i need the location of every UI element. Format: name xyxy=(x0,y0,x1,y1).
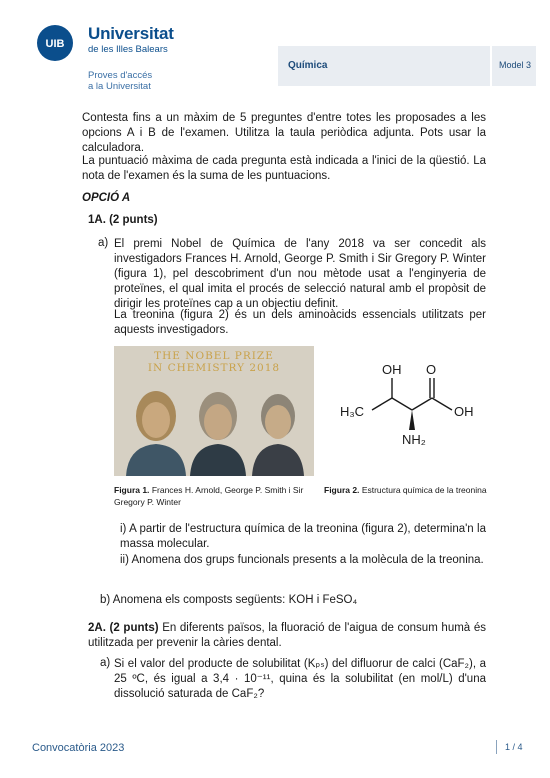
tagline-line-2: a la Universitat xyxy=(88,81,151,92)
tagline-line-1: Proves d'accés xyxy=(88,70,153,81)
question-1a-heading: 1A. (2 punts) xyxy=(88,214,158,226)
fig2-label: Figura 2. xyxy=(324,485,360,495)
q1-a-text-2: La treonina (figura 2) és un dels aminoàcids essencials utilitzats per aquests investigadors. xyxy=(114,309,486,336)
university-subtitle: de les Illes Balears xyxy=(88,44,168,55)
uib-logo-icon xyxy=(36,24,74,62)
q1-b-text: b) Anomena els composts següents: KOH i FeSO₄ xyxy=(100,594,358,606)
fig2-text: Estructura química de la treonina xyxy=(361,485,487,495)
figure-1-caption xyxy=(114,484,314,508)
figure-2-caption xyxy=(324,484,488,496)
q2-intro: En diferents països, la fluoració de l'aigua de consum humà és utilitzada per prevenir la càries dental. xyxy=(88,622,486,649)
question-2a-heading: 2A. (2 punts) xyxy=(88,622,159,634)
footer-session: Convocatòria 2023 xyxy=(32,742,125,754)
logo-text: UIB xyxy=(45,38,65,50)
option-a-heading: OPCIÓ A xyxy=(82,192,131,204)
mol-nh2: NH₂ xyxy=(402,432,426,447)
university-name: Universitat xyxy=(88,24,174,43)
q1-ii-text: ii) Anomena dos grups funcionals presents a la molècula de la treonina. xyxy=(120,554,484,566)
question-2a xyxy=(88,621,486,651)
q1-i-text: i) A partir de l'estructura química de la treonina (figura 2), determina'n la massa molecular. xyxy=(120,523,486,550)
q1-a-label: a) xyxy=(98,237,109,249)
threonine-structure-icon xyxy=(338,360,498,450)
footer-divider xyxy=(496,740,497,754)
fig1-text: Frances H. Arnold, George P. Smith i Sir Gregory P. Winter xyxy=(114,485,304,507)
q2-a-text: Si el valor del producte de solubilitat (Kₚₛ) del difluorur de calci (CaF₂), a 25 ºC, és igual a 3,4 · 10⁻¹¹, quina és la solubilitat (en mol/L) d'una dissolució saturada de CaF₂? xyxy=(114,658,486,700)
nobel-laureates-image xyxy=(114,346,314,476)
subject-title: Química xyxy=(288,60,328,71)
intro-paragraph-2: La puntuació màxima de cada pregunta està indicada a l'inici de la qüestió. La nota de l'examen és la suma de les puntuacions. xyxy=(82,155,486,182)
nobel-title-line-2: IN CHEMISTRY 2018 xyxy=(147,362,281,374)
mol-o: O xyxy=(426,362,437,377)
nobel-title-line-1: THE NOBEL PRIZE xyxy=(154,350,274,362)
laureates-portraits-icon xyxy=(114,376,314,476)
model-label: Model 3 xyxy=(499,60,532,70)
intro-paragraph-1: Contesta fins a un màxim de 5 preguntes d'entre totes les proposades a les opcions A i B de l'examen. Utilitza la taula periòdica adjunta. Pots usar la calculadora. xyxy=(82,112,486,154)
mol-oh-top: OH xyxy=(382,362,402,377)
q2-a-label: a) xyxy=(100,657,111,669)
footer-page-number: 1 / 4 xyxy=(505,742,523,752)
mol-ch3: H₃C xyxy=(340,404,365,419)
fig1-label: Figura 1. xyxy=(114,485,150,495)
mol-oh-right: OH xyxy=(454,404,474,419)
q1-a-text: El premi Nobel de Química de l'any 2018 va ser concedit als investigadors Frances H. Arnold, George P. Smith i Sir Gregory P. Winter (figura 1), pel descobriment d'un nou mètode usat a l'enginyeria de proteïnes, el qual imita el procés de selecció natural amb el propòsit de dirigir les proteïnes cap a un objectiu definit. xyxy=(114,238,486,310)
tagline xyxy=(88,70,178,92)
